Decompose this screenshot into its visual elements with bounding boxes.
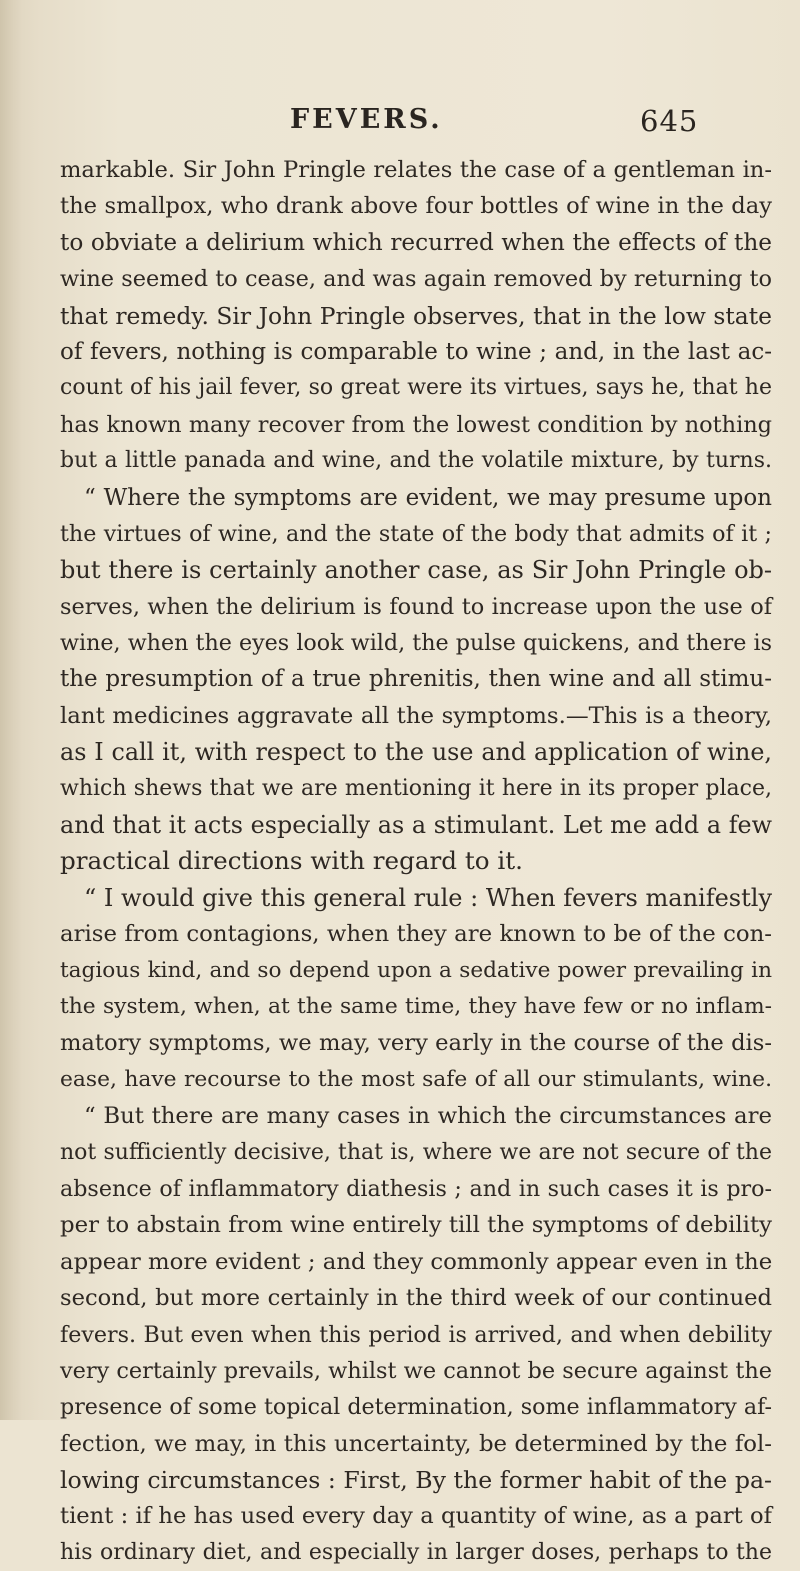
text-line: to obviate a delirium which recurred when the effects of the [60, 228, 772, 256]
text-line: not sufficiently decisive, that is, where we are not secure of the [60, 1139, 772, 1165]
text-line: lant medicines aggravate all the symptoms.—This is a theory, [60, 702, 772, 729]
text-line: ease, have recourse to the most safe of all our stimulants, wine. [60, 1066, 772, 1092]
text-line: “ But there are many cases in which the circumstances are [84, 1103, 772, 1130]
page-number: 645 [640, 104, 699, 138]
body-text [60, 152, 772, 1571]
running-title: FEVERS. [290, 104, 443, 135]
text-line: of fevers, nothing is comparable to wine ; and, in the last ac- [60, 338, 772, 365]
text-line: lowing circumstances : First, By the former habit of the pa- [60, 1466, 772, 1495]
text-line: the smallpox, who drank above four bottles of wine in the day [60, 193, 772, 220]
text-line: as I call it, with respect to the use and application of wine, [60, 738, 772, 767]
page-header [0, 104, 800, 144]
text-line: presence of some topical determination, some inflammatory af- [60, 1394, 773, 1421]
text-line: the virtues of wine, and the state of the body that admits of it ; [60, 520, 772, 547]
text-line: the system, when, at the same time, they have few or no inflam- [60, 993, 772, 1019]
text-line: fection, we may, in this uncertainty, be determined by the fol- [60, 1430, 772, 1457]
text-line: second, but more certainly in the third week of our continued [60, 1285, 772, 1312]
text-line: matory symptoms, we may, very early in the course of the dis- [60, 1030, 772, 1057]
text-line: tient : if he has used every day a quantity of wine, as a part of [60, 1503, 772, 1530]
text-line: wine seemed to cease, and was again removed by returning to [60, 266, 772, 293]
text-line: and that it acts especially as a stimulant. Let me add a few [60, 811, 772, 840]
text-line: fevers. But even when this period is arrived, and when debility [60, 1321, 772, 1348]
text-line: but a little panada and wine, and the volatile mixture, by turns. [60, 448, 772, 474]
text-line: that remedy. Sir John Pringle observes, that in the low state [60, 301, 772, 330]
text-line: very certainly prevails, whilst we cannot be secure against the [60, 1357, 772, 1384]
text-line: absence of inflammatory diathesis ; and in such cases it is pro- [60, 1175, 772, 1202]
text-line: arise from contagions, when they are known to be of the con- [60, 921, 772, 948]
text-line: his ordinary diet, and especially in larger doses, perhaps to the [60, 1539, 772, 1565]
text-line: appear more evident ; and they commonly appear even in the [60, 1248, 773, 1275]
text-line: tagious kind, and so depend upon a sedative power prevailing in [60, 957, 772, 983]
text-line: serves, when the delirium is found to increase upon the use of [60, 593, 772, 620]
text-line: count of his jail fever, so great were its virtues, says he, that he [60, 375, 772, 401]
text-line: wine, when the eyes look wild, the pulse quickens, and there is [60, 630, 772, 657]
text-line: the presumption of a true phrenitis, then wine and all stimu- [60, 666, 772, 693]
text-line: “ Where the symptoms are evident, we may presume upon [84, 484, 772, 511]
text-line: “ I would give this general rule : When fevers manifestly [84, 883, 772, 912]
text-line: markable. Sir John Pringle relates the case of a gentleman in- [60, 157, 772, 183]
binding-gutter [0, 0, 22, 1420]
text-line: per to abstain from wine entirely till the symptoms of debility [60, 1212, 772, 1239]
text-line: practical directions with regard to it. [60, 846, 523, 876]
text-line: but there is certainly another case, as Sir John Pringle ob- [60, 556, 772, 585]
text-line: has known many recover from the lowest condition by nothing [60, 411, 772, 438]
text-line: which shews that we are mentioning it here in its proper place, [60, 775, 772, 801]
